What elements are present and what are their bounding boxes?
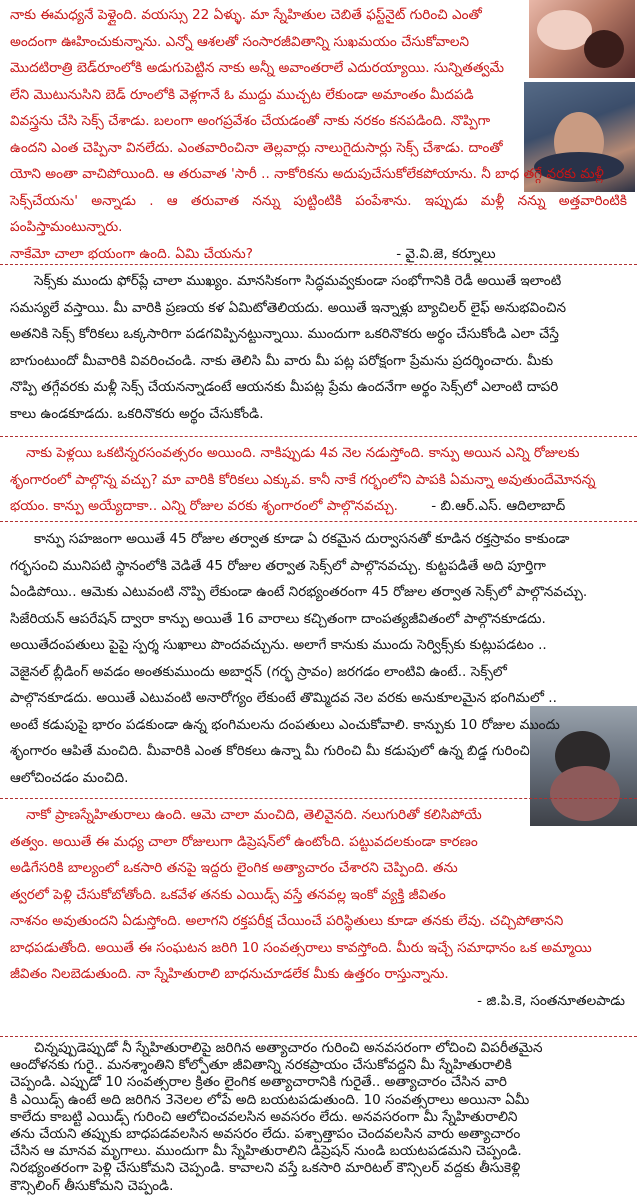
letter-1-line: యోని అంతా వాచిపోయింది. ఆ తరువాత 'సారీ .. నాకోరికను అదుపుచేసుకోలేకపోయాను. నీ బాధ తగ్గే వరకు మళ్లీ: [10, 166, 604, 182]
letter-2-signature: - బి.ఆర్.ఎస్. ఆదిలాబాద్: [431, 498, 566, 514]
answer-1-line: నొప్పి తగ్గేవరకు మళ్లీ సెక్స్ చేయనన్నాడంటే ఆయనకు మీపట్ల ప్రేమ ఉందనేగా అర్థం సెక్స్‌లో ఎలాంటి దాపరి: [10, 379, 559, 395]
letter-1-line: లేని మొటునుసిని బెడ్ రూంలోకి వెళ్లగానే ఓ ముద్దు ముచ్చట లేకుండా అమాంతం మీదపడి: [10, 86, 474, 103]
letter-3-line: బాధపడుతోంది. అయితే ఈ సంఘటన జరిగి 10 సంవత్సరాలు కావస్తోంది. మీరు ఇచ్చే సమాధానం ఒక అమ్మాయి: [10, 939, 592, 956]
letter-3-signature: - జి.పి.కె, సంతనూతలపాడు: [477, 992, 625, 1009]
divider: [0, 1036, 637, 1037]
answer-2-line: గర్భసంచి మునిపటి స్థానంలోకి వెడితే 45 రోజుల తర్వాత సెక్స్‌లో పాల్గొనవచ్చు. కుట్టపడితే అది పూర్తిగా: [10, 557, 546, 574]
answer-3-line: కౌన్సిలింగ్ తీసుకోమని చెప్పండి.: [10, 1177, 174, 1194]
divider: [0, 798, 637, 799]
answer-2-line: ఆలోచించడం మంచిది.: [10, 769, 129, 786]
answer-3-line: కాలేదు కాబట్టి ఎయిడ్స్ గురించి ఆలోచించవలసిన అవసరం లేదు. అనవసరంగా మీ స్నేహితురాలిని: [10, 1108, 518, 1125]
answer-1-line: కాలు ఉండకూడదు. ఒకరినొకరు అర్థం చేసుకోండి.: [10, 405, 264, 422]
answer-2-line: అయితేదంపతులు పైపై స్పర్శ సుఖాలు పొందవచ్చును. అలాగే కానుకు ముందు సెర్విక్స్‌కు కుట్లుపడటం ..: [10, 637, 547, 653]
letter-3-line: త్వరలో పెళ్లి చేసుకోబోతోంది. ఒకవేళ తనకు ఎయిడ్స్ వస్తే తనవల్ల ఇంకో వ్యక్తి జీవితం: [10, 886, 446, 903]
answer-2: [0, 526, 637, 791]
letter-3-line: నాకో ప్రాణస్నేహితురాలు ఉంది. ఆమె చాలా మంచిది, తెలివైనది. నలుగురితో కలిసిపోయే: [26, 807, 482, 823]
answer-1-line: సమస్యలే వస్తాయి. మీ వారికి ప్రణయ కళ ఏమిటోతెలియదు. అయితే ఇన్నాళ్లు బ్యాచిలర్ లైఫ్ అనుభవించిన: [10, 299, 566, 316]
answer-1-line: సెక్స్‌కు ముందు ఫోర్‌ప్లే చాలా ముఖ్యం. మానసికంగా సిద్ధమవ్వకుండా సంభోగానికి రెడీ అయితే ఇలాంటి: [34, 273, 562, 289]
letter-2-line: శృంగారంలో పాల్గొన్న వచ్చు? మా వారికి కోరికలు ఎక్కువ. కానీ నాకే గర్భంలోని పాపకి ఏమన్నా అవుతుందేమోనన్న: [10, 471, 596, 488]
letter-1: [0, 2, 637, 267]
letter-1-line: ఉందని ఎంత చెప్పినా వినలేదు. ఎంతవారించినా తెల్లవార్లు నాలుగైదుసార్లు సెక్స్ చేశాడు. దాంతో: [10, 139, 503, 156]
answer-3-line: తను చేయని తప్పుకు బాధపడవలసిన అవసరం లేదు. పశ్చాత్తాపం చెందవలసిన వారు అత్యాచారం: [10, 1126, 521, 1143]
letter-3: [0, 802, 637, 1014]
answer-3-line: చేసిన ఆ మానవ మృగాలు. ముందుగా మీ స్నేహితురాలిని డిప్రెషన్ నుండి బయటపడమని చెప్పండి.: [10, 1143, 522, 1160]
answer-2-line: కాన్పు సహజంగా అయితే 45 రోజుల తర్వాత కూడా ఏ రకమైన దుర్వాసనతో కూడిన రక్తస్రావం కాకుండా: [34, 531, 570, 547]
letter-2-line: భయం. కాన్పు అయ్యేదాకా.. ఎన్ని రోజుల వరకు శృంగారంలో పాల్గొనవచ్చు.: [10, 498, 398, 514]
letter-1-line: అందంగా ఊహించుకున్నాను. ఎన్నో ఆశలతో సంసారజీవితాన్ని సుఖమయం చేసుకోవాలని: [10, 33, 470, 50]
answer-2-line: శృంగారం ఆపితే మంచిది. మీవారికి ఎంత కోరికలు ఉన్నా మీ గురించి మీ కడుపులో ఉన్న బిడ్డ గురించి: [10, 743, 530, 759]
answer-3-line: చెప్పండి. ఎప్పుడో 10 సంవత్సరాల క్రితం లైంగిక అత్యాచారానికి గురైతే.. అత్యాచారం చేసిన వారి: [10, 1074, 507, 1091]
answer-2-line: సిజేరియన్ ఆపరేషన్ ద్వారా కాన్పు అయితే 16 వారాలు కచ్చితంగా దాంపత్యజీవితంలో పాల్గొనకూడదు.: [10, 610, 546, 627]
letter-1-line: నాకు ఈమధ్యనే పెళ్లైంది. వయస్సు 22 ఏళ్ళు. మా స్నేహితుల చెబితే ఫస్ట్‌నైట్ గురించి ఎంతో: [10, 7, 482, 23]
answer-1-line: బాగుంటుందో మీవారికి వివరించండి. నాకు తెలిసి మీ వారు మీ పట్ల పరోక్షంగా ప్రేమను ప్రదర్శించారు. మీకు: [10, 352, 554, 369]
answer-3-line: నిరభ్యంతరంగా పెళ్లి చేసుకోమని చెప్పండి. కావాలని వస్తే ఒకసారి మారిటల్ కౌన్సిలర్ వద్దకు తీసుకెళ్లి: [10, 1160, 521, 1177]
letter-1-line: మొదటిరాత్రి బెడ్‌రూంలోకి అడుగుపెట్టిన నాకు అన్నీ అవాంతరాలే ఎదురయ్యాయి. సున్నితత్వమే: [10, 60, 504, 76]
letter-3-line: నాశనం అవుతుందని ఏడుస్తోంది. అలాగని రక్తపరీక్ష చేయించే పరిస్థితులు కూడా తనకు లేవు. చచ్చిపోతానని: [10, 913, 564, 929]
divider: [0, 436, 637, 437]
answer-2-line: ఏండిపోయి.. ఆమెకు ఎటువంటి నొప్పి లేకుండా ఉంటే నిరభ్యంతరంగా 45 రోజుల తర్వాత సెక్స్‌లో పాల్గొనవచ్చు.: [10, 584, 588, 600]
letter-1-line: వివస్త్రను చేసి సెక్స్ చేశాడు. బలంగా అంగప్రవేశం చేయడంతో నాకు నరకం కనపడింది. నొప్పిగా: [10, 113, 491, 129]
letter-1-line: నాకేమో చాలా భయంగా ఉంది. ఏమి చేయను?: [10, 245, 253, 262]
answer-1: [0, 268, 637, 427]
letter-2-line: నాకు పెళ్లయి ఒకటిన్నరసంవత్సరం అయింది. నాకిప్పుడు 4వ నెల నడుస్తోంది. కాన్పు అయిన ఎన్ని రోజులకు: [26, 445, 580, 461]
divider: [0, 521, 637, 522]
letter-1-signature: - వై.వి.జె, కర్నూలు: [396, 245, 496, 262]
letter-2: [0, 440, 637, 520]
letter-3-line: జీవితం నిలబెడుతుంది. నా స్నేహితురాలి బాధనుచూడలేక మీకు ఉత్తరం రాస్తున్నాను.: [10, 966, 449, 982]
answer-3: [0, 1040, 637, 1195]
answer-3-line: కి ఎయిడ్స్ ఉంటే అది జరిగిన 3నెలల లోపే అది బయటపడుతుంది. 10 సంవత్సరాలు అయినా ఏమీ: [10, 1091, 530, 1108]
answer-3-line: ఆందోళనకు గురై.. మనశ్శాంతిని కోల్పోతూ జీవితాన్ని నరకప్రాయం చేసుకోవద్దని మీ స్నేహితురాలికి: [10, 1057, 512, 1074]
answer-2-line: అంటే కడుపుపై భారం పడకుండా ఉన్న భంగిమలను దంపతులు ఎంచుకోవాలి. కాన్పుకు 10 రోజుల ముందు: [10, 716, 560, 733]
letter-1-line: సెక్స్‌చేయను' అన్నాడు . ఆ తరువాత నన్ను పుట్టింటికి పంపేశాను. ఇప్పుడు మళ్లీ నన్ను అత్తవారింటికి పంపిస్తామంటున్నారు.: [10, 192, 627, 235]
answer-1-line: అతనికి సెక్స్ కోరికలు ఒక్కసారిగా పడగవిప్పినట్టున్నాయి. ముందుగా ఒకరినొకరు అర్థం చేసుకోండి ఎలా చేస్తే: [10, 326, 559, 342]
letter-3-line: తత్వం. అయితే ఈ మధ్య చాలా రోజులుగా డిప్రెషన్‌లో ఉంటోంది. పట్టువదలకుండా కారణం: [10, 833, 478, 850]
answer-3-line: చిన్నప్పుడెప్పుడో నీ స్నేహితురాలిపై జరిగిన అత్యాచారం గురించి అనవసరంగా లోచించి విపరీతమైన: [34, 1040, 543, 1056]
answer-2-line: వెజైనల్ బ్లీడింగ్ అవడం అంతకుముందు అబార్షన్ (గర్భ స్రావం) జరగడం లాంటివి ఉంటే.. సెక్స్‌లో: [10, 663, 507, 680]
divider: [0, 264, 637, 265]
letter-3-line: అడిగేసరికి బాల్యంలో ఒకసారి తనపై ఇద్దరు లైంగిక అత్యాచారం చేశారని చెప్పింది. తను: [10, 860, 458, 876]
answer-2-line: పాల్గొనకూడదు. అయితే ఎటువంటి అనారోగ్యం లేకుంటే తొమ్మిదవ నెల వరకు అనుకూలమైన భంగిమలో ..: [10, 690, 557, 706]
